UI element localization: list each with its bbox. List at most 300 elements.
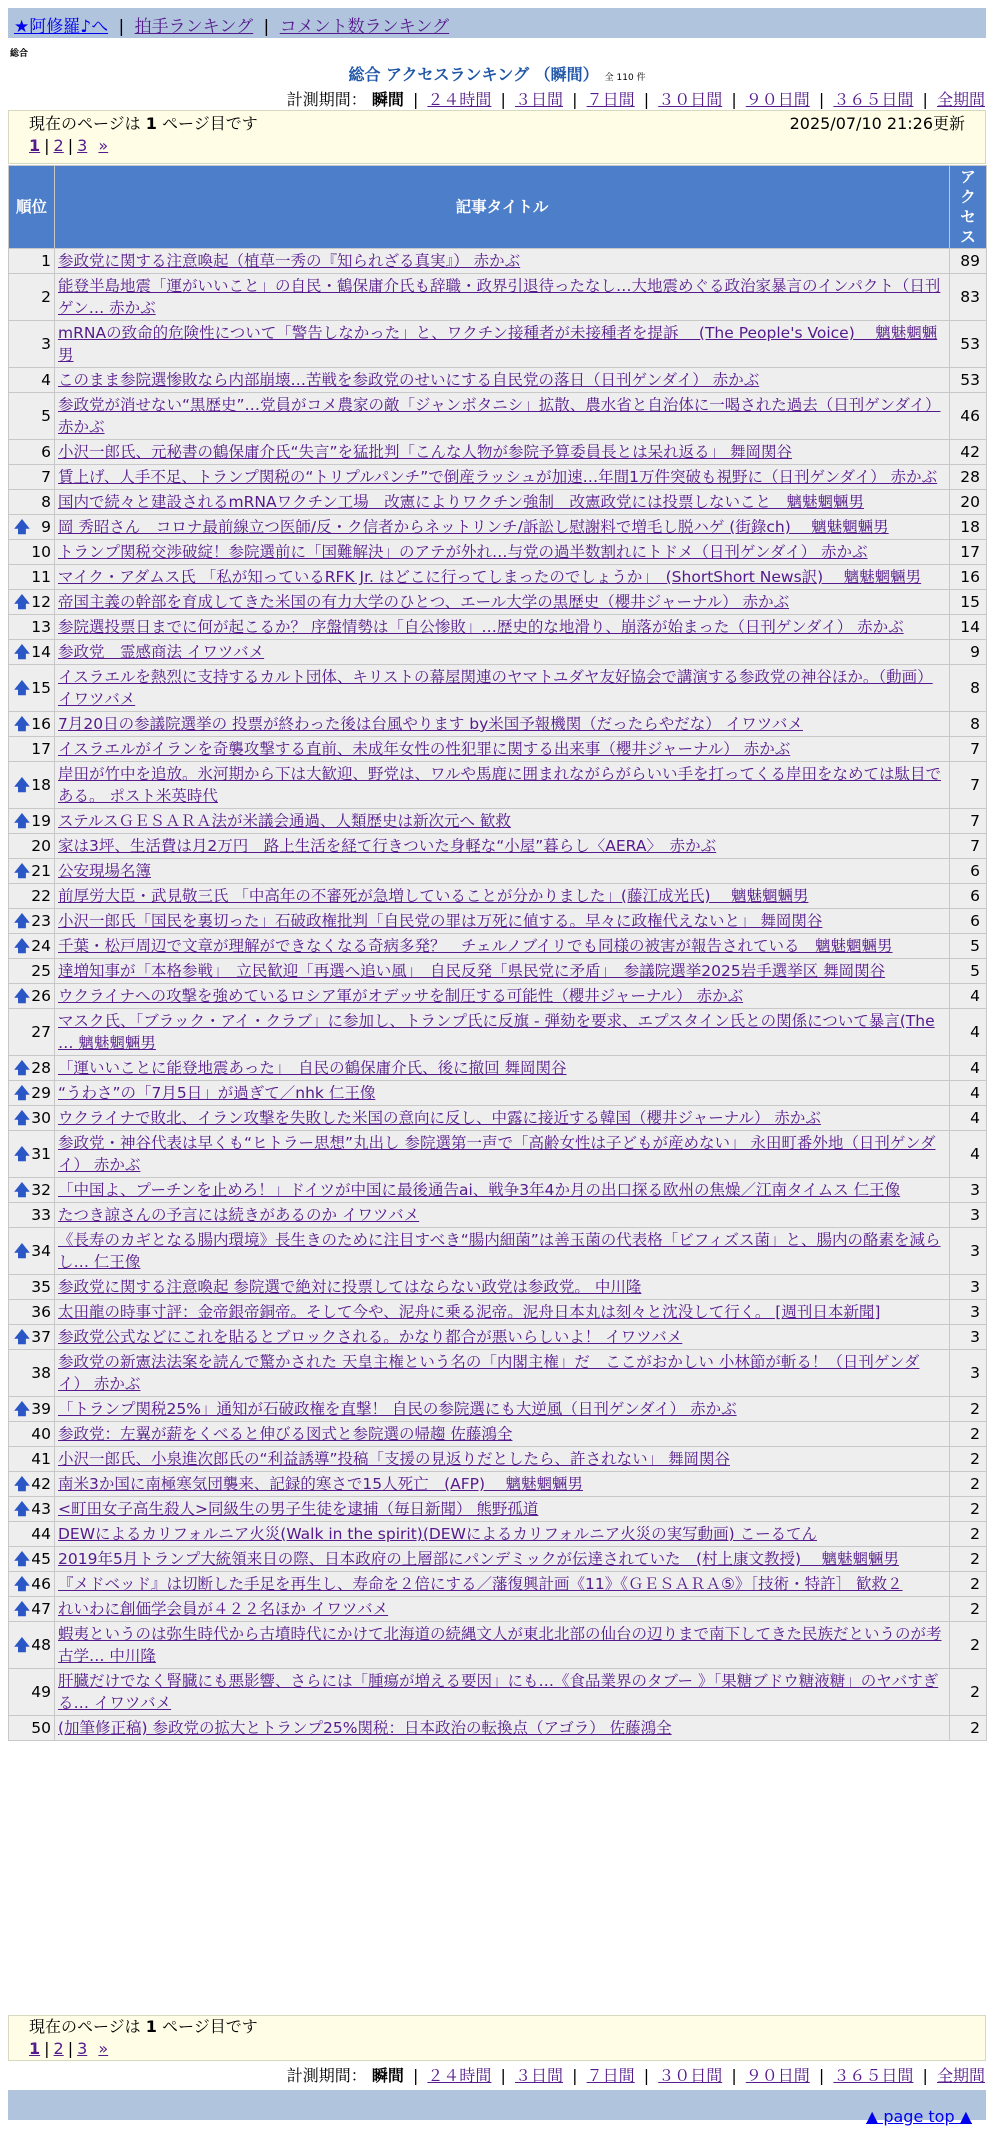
period-label: 計測期間： bbox=[286, 90, 367, 109]
rank-cell bbox=[9, 615, 55, 640]
article-title-link[interactable]: <町田女子高生殺人>同級生の男子生徒を逮捕（毎日新聞） 熊野孤道 bbox=[55, 1497, 950, 1522]
access-count: 5 bbox=[950, 934, 987, 959]
table-row bbox=[9, 1622, 987, 1669]
table-row bbox=[9, 321, 987, 368]
article-title-link[interactable]: ステルスＧＥＳＡＲＡ法が米議会通過、人類歴史は新次元へ 歓救 bbox=[55, 809, 950, 834]
rank-cell bbox=[9, 1522, 55, 1547]
access-count: 17 bbox=[950, 540, 987, 565]
rank-cell bbox=[9, 712, 55, 737]
rank-cell bbox=[9, 274, 55, 321]
rank-number: 2 bbox=[41, 288, 51, 306]
rank-number: 16 bbox=[31, 715, 51, 733]
period-24h[interactable]: ２４時間 bbox=[427, 90, 492, 109]
rank-cell bbox=[9, 640, 55, 665]
rank-up-arrow-icon: 🡅 bbox=[14, 1550, 30, 1568]
article-title-link[interactable]: 参政党：左翼が薪をくべると伸びる図式と参院選の帰趨 佐藤鴻全 bbox=[55, 1422, 950, 1447]
table-row bbox=[9, 368, 987, 393]
rank-number: 32 bbox=[31, 1181, 51, 1199]
total-count: 全 110 件 bbox=[604, 73, 646, 83]
rank-up-arrow-icon: 🡅 bbox=[14, 1600, 30, 1618]
article-title-link[interactable]: マスク氏、「ブラック・アイ・クラブ」に参加し、トランプ氏に反旗 - 弾劾を要求、エプスタイン氏との関係について暴言(The … 魑魅魍魎男 bbox=[55, 1009, 950, 1056]
rank-up-arrow-icon: 🡅 bbox=[14, 643, 30, 661]
rank-up-arrow-icon: 🡅 bbox=[14, 912, 30, 930]
table-row bbox=[9, 465, 987, 490]
article-title-link[interactable]: 参政党が消せない“黒歴史”…党員がコメ農家の敵「ジャンボタニシ」拡散、農水省と自治体に一喝された過去（日刊ゲンダイ） 赤かぶ bbox=[55, 393, 950, 440]
table-row bbox=[9, 393, 987, 440]
period-7d[interactable]: ７日間 bbox=[586, 2066, 635, 2085]
rank-number: 22 bbox=[31, 887, 51, 905]
article-title-link[interactable]: このまま参院選惨敗なら内部崩壊…苦戦を参政党のせいにする自民党の落日（日刊ゲンダイ） 赤かぶ bbox=[55, 368, 950, 393]
rank-up-arrow-icon: 🡅 bbox=[14, 862, 30, 880]
rank-number: 23 bbox=[31, 912, 51, 930]
rank-number: 34 bbox=[31, 1242, 51, 1260]
rank-number: 45 bbox=[31, 1550, 51, 1568]
rank-number: 12 bbox=[31, 593, 51, 611]
table-row bbox=[9, 1325, 987, 1350]
rank-cell bbox=[9, 1350, 55, 1397]
table-row bbox=[9, 984, 987, 1009]
table-row bbox=[9, 1397, 987, 1422]
access-count: 4 bbox=[950, 1056, 987, 1081]
period-24h[interactable]: ２４時間 bbox=[427, 2066, 492, 2085]
article-title-link[interactable]: 小沢一郎氏、小泉進次郎氏の“利益誘導”投稿「支援の見返りだとしたら、許されない」 舞岡関谷 bbox=[55, 1447, 950, 1472]
article-title-link[interactable]: 公安現場名簿 bbox=[55, 859, 950, 884]
article-title-link[interactable]: 参政党に関する注意喚起（植草一秀の『知られざる真実』） 赤かぶ bbox=[55, 249, 950, 274]
rank-number: 44 bbox=[31, 1525, 51, 1543]
rank-cell bbox=[9, 959, 55, 984]
table-row bbox=[9, 809, 987, 834]
table-row bbox=[9, 1547, 987, 1572]
access-count: 3 bbox=[950, 1228, 987, 1275]
article-title-link[interactable]: 《長寿のカギとなる腸内環境》長生きのために注目すべき“腸内細菌”は善玉菌の代表格「ビフィズス菌」と、腸内の酪素を減らし… 仁王像 bbox=[55, 1228, 950, 1275]
header-title: 記事タイトル bbox=[55, 166, 950, 249]
table-row bbox=[9, 737, 987, 762]
table-row bbox=[9, 834, 987, 859]
page-link-3[interactable]: 3 bbox=[77, 136, 88, 155]
rank-number: 8 bbox=[41, 493, 51, 511]
rank-number: 29 bbox=[31, 1084, 51, 1102]
article-title-link[interactable]: イスラエルを熱烈に支持するカルト団体、キリストの幕屋関連のヤマトユダヤ友好協会で講演する参政党の神谷ほか。（動画） イワツバメ bbox=[55, 665, 950, 712]
rank-up-arrow-icon: 🡅 bbox=[14, 1636, 30, 1654]
access-count: 4 bbox=[950, 1081, 987, 1106]
article-title-link[interactable]: 帝国主義の幹部を育成してきた米国の有力大学のひとつ、エール大学の黒歴史（櫻井ジャーナル） 赤かぶ bbox=[55, 590, 950, 615]
access-count: 7 bbox=[950, 834, 987, 859]
page-link-1[interactable]: 1 bbox=[29, 2039, 41, 2058]
rank-cell bbox=[9, 1106, 55, 1131]
table-row bbox=[9, 1131, 987, 1178]
access-count: 2 bbox=[950, 1547, 987, 1572]
table-row bbox=[9, 1350, 987, 1397]
article-title-link[interactable]: 参政党公式などにこれを貼るとブロックされる。かなり都合が悪いらしいよ！ イワツバメ bbox=[55, 1325, 950, 1350]
table-row bbox=[9, 274, 987, 321]
table-row bbox=[9, 440, 987, 465]
period-7d[interactable]: ７日間 bbox=[586, 90, 635, 109]
period-selector-top: 計測期間： 瞬間 | ２４時間 | ３日間 | ７日間 | ３０日間 | ９０日間 | ３６５日間 | 全期間 bbox=[286, 90, 985, 109]
comment-ranking-link[interactable]: コメント数ランキング bbox=[279, 17, 450, 37]
rank-cell bbox=[9, 1325, 55, 1350]
home-link[interactable]: ★阿修羅♪へ bbox=[14, 17, 109, 37]
rank-number: 37 bbox=[31, 1328, 51, 1346]
rank-number: 46 bbox=[31, 1575, 51, 1593]
period-90d[interactable]: ９０日間 bbox=[745, 90, 810, 109]
rank-number: 9 bbox=[41, 518, 51, 536]
table-row bbox=[9, 540, 987, 565]
rank-number: 39 bbox=[31, 1400, 51, 1418]
article-title-link[interactable]: 参院選投票日までに何が起こるか？ 序盤情勢は「自公惨敗」…歴史的な地滑り、崩落が始まった（日刊ゲンダイ） 赤かぶ bbox=[55, 615, 950, 640]
rank-number: 50 bbox=[31, 1719, 51, 1737]
rank-cell bbox=[9, 809, 55, 834]
rank-number: 38 bbox=[31, 1364, 51, 1382]
ranking-table bbox=[8, 165, 987, 1741]
article-title-link[interactable]: DEWによるカリフォルニア火災(Walk in the spirit)(DEWによるカリフォルニア火災の実写動画) こーるてん bbox=[55, 1522, 950, 1547]
table-row bbox=[9, 1716, 987, 1741]
article-title-link[interactable]: 能登半島地震「運がいいこと」の自民・鶴保庸介氏も辞職・政界引退待ったなし…大地震めぐる政治家暴言のインパクト（日刊ゲン… 赤かぶ bbox=[55, 274, 950, 321]
table-row bbox=[9, 1228, 987, 1275]
period-90d[interactable]: ９０日間 bbox=[745, 2066, 810, 2085]
table-row bbox=[9, 640, 987, 665]
rank-up-arrow-icon: 🡅 bbox=[14, 715, 30, 733]
rank-number: 26 bbox=[31, 987, 51, 1005]
rank-number: 49 bbox=[31, 1683, 51, 1701]
table-row bbox=[9, 1522, 987, 1547]
rank-number: 48 bbox=[31, 1636, 51, 1654]
rank-cell bbox=[9, 1131, 55, 1178]
rank-cell bbox=[9, 1056, 55, 1081]
pager-bottom: 現在のページは 1 ページ目です 1 | 2 | 3 » bbox=[8, 2015, 986, 2061]
article-title-link[interactable]: マイク・アダムス氏 「私が知っているRFK Jr. はどこに行ってしまったのでしょうか」 (ShortShort News訳) 魑魅魍魎男 bbox=[55, 565, 950, 590]
access-count: 4 bbox=[950, 1131, 987, 1178]
table-row bbox=[9, 1497, 987, 1522]
table-row bbox=[9, 665, 987, 712]
article-title-link[interactable]: れいわに創価学会員が４２２名ほか イワツバメ bbox=[55, 1597, 950, 1622]
rank-number: 14 bbox=[31, 643, 51, 661]
table-row bbox=[9, 1447, 987, 1472]
article-title-link[interactable]: 賃上げ、人手不足、トランプ関税の“トリプルパンチ”で倒産ラッシュが加速…年間1万件突破も視野に（日刊ゲンダイ） 赤かぶ bbox=[55, 465, 950, 490]
table-row bbox=[9, 884, 987, 909]
period-current: 瞬間 bbox=[371, 90, 404, 109]
access-count: 20 bbox=[950, 490, 987, 515]
rank-number: 21 bbox=[31, 862, 51, 880]
rank-number: 11 bbox=[31, 568, 51, 586]
rank-up-arrow-icon: 🡅 bbox=[14, 1575, 30, 1593]
access-count: 3 bbox=[950, 1325, 987, 1350]
access-count: 7 bbox=[950, 809, 987, 834]
rank-number: 31 bbox=[31, 1145, 51, 1163]
rank-cell bbox=[9, 1275, 55, 1300]
article-title-link[interactable]: 小沢一郎氏「国民を裏切った」石破政権批判「自民党の罪は万死に値する。早々に政権代えないと」 舞岡関谷 bbox=[55, 909, 950, 934]
article-title-link[interactable]: たつき諒さんの予言には続きがあるのか イワツバメ bbox=[55, 1203, 950, 1228]
access-count: 2 bbox=[950, 1522, 987, 1547]
rank-number: 1 bbox=[41, 252, 51, 270]
article-title-link[interactable]: 小沢一郎氏、元秘書の鶴保庸介氏“失言”を猛批判「こんな人物が参院予算委員長とは呆れ返る」 舞岡関谷 bbox=[55, 440, 950, 465]
page-link-1[interactable]: 1 bbox=[29, 136, 41, 155]
rank-up-arrow-icon: 🡅 bbox=[14, 1242, 30, 1260]
rank-cell bbox=[9, 1228, 55, 1275]
table-row bbox=[9, 1597, 987, 1622]
rank-cell bbox=[9, 368, 55, 393]
rank-up-arrow-icon: 🡅 bbox=[14, 1500, 30, 1518]
rank-cell bbox=[9, 1422, 55, 1447]
table-row bbox=[9, 1178, 987, 1203]
table-row bbox=[9, 1056, 987, 1081]
rank-number: 13 bbox=[31, 618, 51, 636]
rank-cell bbox=[9, 884, 55, 909]
rank-number: 41 bbox=[31, 1450, 51, 1468]
period-365d[interactable]: ３６５日間 bbox=[833, 2066, 914, 2085]
article-title-link[interactable]: 「運いいことに能登地震あった」 自民の鶴保庸介氏、後に撤回 舞岡関谷 bbox=[55, 1056, 950, 1081]
access-count: 2 bbox=[950, 1422, 987, 1447]
access-count: 6 bbox=[950, 884, 987, 909]
rank-number: 42 bbox=[31, 1475, 51, 1493]
article-title-link[interactable]: 国内で続々と建設されるmRNAワクチン工場 改憲によりワクチン強制 改憲政党には投票しないこと 魑魅魍魎男 bbox=[55, 490, 950, 515]
rank-cell bbox=[9, 1597, 55, 1622]
current-page-info: 現在のページは 1 ページ目です bbox=[29, 114, 258, 133]
rank-number: 3 bbox=[41, 335, 51, 353]
table-row bbox=[9, 1081, 987, 1106]
article-title-link[interactable]: トランプ関税交渉破綻！参院選前に「国難解決」のアテが外れ…与党の過半数割れにトドメ（日刊ゲンダイ） 赤かぶ bbox=[55, 540, 950, 565]
rank-cell bbox=[9, 1472, 55, 1497]
rank-number: 36 bbox=[31, 1303, 51, 1321]
rank-up-arrow-icon: 🡅 bbox=[14, 679, 30, 697]
rank-cell bbox=[9, 1447, 55, 1472]
table-row bbox=[9, 490, 987, 515]
rank-cell bbox=[9, 465, 55, 490]
access-count: 2 bbox=[950, 1669, 987, 1716]
rank-up-arrow-icon: 🡅 bbox=[14, 937, 30, 955]
rank-up-arrow-icon: 🡅 bbox=[14, 812, 30, 830]
access-count: 15 bbox=[950, 590, 987, 615]
rank-number: 35 bbox=[31, 1278, 51, 1296]
access-count: 8 bbox=[950, 712, 987, 737]
article-title-link[interactable]: 南米3か国に南極寒気団襲来、記録的寒さで15人死亡 (AFP) 魑魅魍魎男 bbox=[55, 1472, 950, 1497]
article-title-link[interactable]: イスラエルがイランを奇襲攻撃する直前、未成年女性の性犯罪に関する出来事（櫻井ジャーナル） 赤かぶ bbox=[55, 737, 950, 762]
access-count: 2 bbox=[950, 1597, 987, 1622]
page-link-2[interactable]: 2 bbox=[53, 2039, 64, 2058]
article-title-link[interactable]: 岡 秀昭さん コロナ最前線立つ医師/反・ク信者からネットリンチ/訴訟し慰謝料で増毛し脱ハゲ (街錄ch) 魑魅魍魎男 bbox=[55, 515, 950, 540]
next-page-link[interactable]: » bbox=[98, 136, 109, 155]
table-row bbox=[9, 934, 987, 959]
rank-up-arrow-icon: 🡅 bbox=[14, 1400, 30, 1418]
rank-number: 17 bbox=[31, 740, 51, 758]
article-title-link[interactable]: “うわさ”の「7月5日」が過ぎて／nhk 仁王像 bbox=[55, 1081, 950, 1106]
rank-cell bbox=[9, 1300, 55, 1325]
access-count: 4 bbox=[950, 1106, 987, 1131]
period-365d[interactable]: ３６５日間 bbox=[833, 90, 914, 109]
access-count: 8 bbox=[950, 665, 987, 712]
access-count: 53 bbox=[950, 368, 987, 393]
access-count: 2 bbox=[950, 1397, 987, 1422]
table-row bbox=[9, 615, 987, 640]
article-title-link[interactable]: 7月20日の参議院選挙の 投票が終わった後は台風やります by米国予報機関（だったらやだな） イワツバメ bbox=[55, 712, 950, 737]
access-count: 7 bbox=[950, 762, 987, 809]
table-row bbox=[9, 1669, 987, 1716]
rank-number: 5 bbox=[41, 407, 51, 425]
rank-cell bbox=[9, 1203, 55, 1228]
article-title-link[interactable]: 岸田が竹中を追放。氷河期から下は大歓迎、野党は、ワルや馬鹿に囲まれながらがらいい手を打ってくる岸田をなめては駄目である。 ポスト米英時代 bbox=[55, 762, 950, 809]
rank-cell bbox=[9, 249, 55, 274]
table-row bbox=[9, 1300, 987, 1325]
table-row bbox=[9, 1422, 987, 1447]
rank-up-arrow-icon: 🡅 bbox=[14, 518, 30, 536]
table-row bbox=[9, 515, 987, 540]
rank-cell bbox=[9, 984, 55, 1009]
rank-number: 7 bbox=[41, 468, 51, 486]
article-title-link[interactable]: ウクライナで敗北、イラン攻撃を失敗した米国の意向に反し、中露に接近する韓国（櫻井ジャーナル） 赤かぶ bbox=[55, 1106, 950, 1131]
access-count: 3 bbox=[950, 1350, 987, 1397]
rank-cell bbox=[9, 1178, 55, 1203]
page-title bbox=[0, 62, 994, 85]
current-page-info: 現在のページは 1 ページ目です bbox=[29, 2017, 258, 2036]
rank-cell bbox=[9, 665, 55, 712]
rank-number: 24 bbox=[31, 937, 51, 955]
rank-number: 28 bbox=[31, 1059, 51, 1077]
table-row bbox=[9, 762, 987, 809]
article-title-link[interactable]: mRNAの致命的危険性について「警告しなかった」と、ワクチン接種者が未接種者を提訴 (The People's Voice) 魑魅魍魎男 bbox=[55, 321, 950, 368]
table-row bbox=[9, 959, 987, 984]
rank-up-arrow-icon: 🡅 bbox=[14, 593, 30, 611]
period-all[interactable]: 全期間 bbox=[936, 90, 985, 109]
period-30d[interactable]: ３０日間 bbox=[658, 2066, 723, 2085]
access-count: 2 bbox=[950, 1472, 987, 1497]
rank-number: 20 bbox=[31, 837, 51, 855]
rank-number: 43 bbox=[31, 1500, 51, 1518]
access-count: 2 bbox=[950, 1447, 987, 1472]
article-title-link[interactable]: ウクライナへの攻撃を強めているロシア軍がオデッサを制圧する可能性（櫻井ジャーナル） 赤かぶ bbox=[55, 984, 950, 1009]
rank-up-arrow-icon: 🡅 bbox=[14, 1475, 30, 1493]
table-row bbox=[9, 1203, 987, 1228]
table-row bbox=[9, 859, 987, 884]
rank-cell bbox=[9, 1669, 55, 1716]
rank-cell bbox=[9, 1009, 55, 1056]
article-title-link[interactable]: 前厚労大臣・武見敬三氏 「中高年の不審死が急増していることが分かりました」(藤江成光氏) 魑魅魍魎男 bbox=[55, 884, 950, 909]
nav-separator: | bbox=[263, 17, 270, 37]
article-title-link[interactable]: 『メドベッド』は切断した手足を再生し、寿命を２倍にする／藩復興計画《11》《ＧＥＳＡＲＡ⑤》［技術・特許］ 歓救２ bbox=[55, 1572, 950, 1597]
table-row bbox=[9, 712, 987, 737]
article-title-link[interactable]: 達増知事が「本格参戦」 立民歓迎「再選へ追い風」 自民反発「県民党に矛盾」 参議院選挙2025岩手選挙区 舞岡関谷 bbox=[55, 959, 950, 984]
rank-cell bbox=[9, 590, 55, 615]
access-count: 28 bbox=[950, 465, 987, 490]
rank-cell bbox=[9, 1397, 55, 1422]
table-row bbox=[9, 590, 987, 615]
rank-cell bbox=[9, 440, 55, 465]
rank-number: 4 bbox=[41, 371, 51, 389]
rank-number: 10 bbox=[31, 543, 51, 561]
table-row bbox=[9, 909, 987, 934]
rank-number: 19 bbox=[31, 812, 51, 830]
access-count: 3 bbox=[950, 1178, 987, 1203]
period-selector-bottom: 計測期間： 瞬間 | ２４時間 | ３日間 | ７日間 | ３０日間 | ９０日間 | ３６５日間 | 全期間 bbox=[286, 2066, 985, 2085]
ranking-title: 総合 アクセスランキング （瞬間） bbox=[348, 65, 599, 84]
rank-number: 18 bbox=[31, 776, 51, 794]
page-link-2[interactable]: 2 bbox=[53, 136, 64, 155]
article-title-link[interactable]: 千葉・松戸周辺で文章が理解ができなくなる奇病多発？ チェルノブイリでも同様の被害が報告されている 魑魅魍魎男 bbox=[55, 934, 950, 959]
rank-cell bbox=[9, 1081, 55, 1106]
next-page-link[interactable]: » bbox=[98, 2039, 109, 2058]
rank-cell bbox=[9, 1622, 55, 1669]
access-count: 6 bbox=[950, 909, 987, 934]
category-label: 総合 bbox=[10, 49, 29, 59]
page-top-link[interactable]: ▲ page top ▲ bbox=[865, 2107, 972, 2126]
article-title-link[interactable]: 参政党 霊感商法 イワツバメ bbox=[55, 640, 950, 665]
article-title-link[interactable]: 肝臓だけでなく腎臓にも悪影響、さらには「腫瘍が増える要因」にも…《食品業界のタブー 》「果糖ブドウ糖液糖」のヤバすぎる… イワツバメ bbox=[55, 1669, 950, 1716]
table-row bbox=[9, 1275, 987, 1300]
nav-separator: | bbox=[118, 17, 125, 37]
rank-cell bbox=[9, 1497, 55, 1522]
access-count: 7 bbox=[950, 737, 987, 762]
page-link-3[interactable]: 3 bbox=[77, 2039, 88, 2058]
access-count: 3 bbox=[950, 1203, 987, 1228]
access-count: 2 bbox=[950, 1572, 987, 1597]
rank-number: 27 bbox=[31, 1023, 51, 1041]
access-count: 3 bbox=[950, 1300, 987, 1325]
period-3d[interactable]: ３日間 bbox=[515, 90, 564, 109]
rank-cell bbox=[9, 515, 55, 540]
period-all[interactable]: 全期間 bbox=[936, 2066, 985, 2085]
rank-cell bbox=[9, 490, 55, 515]
rank-up-arrow-icon: 🡅 bbox=[14, 987, 30, 1005]
access-count: 42 bbox=[950, 440, 987, 465]
table-row bbox=[9, 1009, 987, 1056]
article-title-link[interactable]: 「トランプ関税25%」通知が石破政権を直撃！ 自民の参院選にも大逆風（日刊ゲンダイ） 赤かぶ bbox=[55, 1397, 950, 1422]
article-title-link[interactable]: 参政党に関する注意喚起 参院選で絶対に投票してはならない政党は参政党。 中川隆 bbox=[55, 1275, 950, 1300]
article-title-link[interactable]: 2019年5月トランプ大統領来日の際、日本政府の上層部にパンデミックが伝達されていた (村上康文教授) 魑魅魍魎男 bbox=[55, 1547, 950, 1572]
article-title-link[interactable]: 太田龍の時事寸評：金帝銀帝銅帝。そして今や、泥舟に乗る泥帝。泥舟日本丸は刻々と沈没して行く。 [週刊日本新聞] bbox=[55, 1300, 950, 1325]
period-30d[interactable]: ３０日間 bbox=[658, 90, 723, 109]
article-title-link[interactable]: (加筆修正稿) 参政党の拡大とトランプ25%関税：日本政治の転換点（アゴラ） 佐藤鴻全 bbox=[55, 1716, 950, 1741]
rank-cell bbox=[9, 859, 55, 884]
period-3d[interactable]: ３日間 bbox=[515, 2066, 564, 2085]
article-title-link[interactable]: 「中国よ、プーチンを止めろ！」ドイツが中国に最後通告ai、戦争3年4か月の出口探る欧州の焦燥／江南タイムス 仁王像 bbox=[55, 1178, 950, 1203]
access-count: 6 bbox=[950, 859, 987, 884]
rank-up-arrow-icon: 🡅 bbox=[14, 1059, 30, 1077]
access-count: 89 bbox=[950, 249, 987, 274]
rank-cell bbox=[9, 565, 55, 590]
updated-timestamp: 2025/07/10 21:26更新 bbox=[789, 114, 965, 133]
rank-number: 25 bbox=[31, 962, 51, 980]
header-access: アクセス bbox=[950, 166, 987, 249]
access-count: 4 bbox=[950, 1009, 987, 1056]
table-row bbox=[9, 565, 987, 590]
access-count: 18 bbox=[950, 515, 987, 540]
access-count: 2 bbox=[950, 1497, 987, 1522]
access-count: 14 bbox=[950, 615, 987, 640]
article-title-link[interactable]: 参政党・神谷代表は早くも“ヒトラー思想”丸出し 参院選第一声で「高齢女性は子どもが産めない」 永田町番外地（日刊ゲンダイ） 赤かぶ bbox=[55, 1131, 950, 1178]
rank-number: 6 bbox=[41, 443, 51, 461]
access-count: 16 bbox=[950, 565, 987, 590]
article-title-link[interactable]: 蝦夷というのは弥生時代から古墳時代にかけて北海道の続縄文人が東北北部の仙台の辺りまで南下してきた民族だというのが考古学… 中川隆 bbox=[55, 1622, 950, 1669]
access-count: 83 bbox=[950, 274, 987, 321]
header-rank: 順位 bbox=[9, 166, 55, 249]
clap-ranking-link[interactable]: 拍手ランキング bbox=[134, 17, 254, 37]
access-count: 5 bbox=[950, 959, 987, 984]
rank-number: 40 bbox=[31, 1425, 51, 1443]
rank-cell bbox=[9, 540, 55, 565]
rank-number: 33 bbox=[31, 1206, 51, 1224]
rank-up-arrow-icon: 🡅 bbox=[14, 776, 30, 794]
rank-cell bbox=[9, 934, 55, 959]
rank-up-arrow-icon: 🡅 bbox=[14, 1084, 30, 1102]
pager-top: 現在のページは 1 ページ目です 2025/07/10 21:26更新 1 | 2 | 3 » bbox=[8, 110, 986, 164]
table-row bbox=[9, 1106, 987, 1131]
access-count: 2 bbox=[950, 1716, 987, 1741]
rank-number: 30 bbox=[31, 1109, 51, 1127]
article-title-link[interactable]: 参政党の新憲法法案を読んで驚かされた 天皇主権という名の「内閣主権」だ ここがおかしい 小林節が斬る！（日刊ゲンダイ） 赤かぶ bbox=[55, 1350, 950, 1397]
rank-cell bbox=[9, 393, 55, 440]
access-count: 53 bbox=[950, 321, 987, 368]
access-count: 2 bbox=[950, 1622, 987, 1669]
footer-bar bbox=[8, 2090, 986, 2120]
article-title-link[interactable]: 家は3坪、生活費は月2万円 路上生活を経て行きついた身軽な“小屋”暮らし〈AERA〉 赤かぶ bbox=[55, 834, 950, 859]
